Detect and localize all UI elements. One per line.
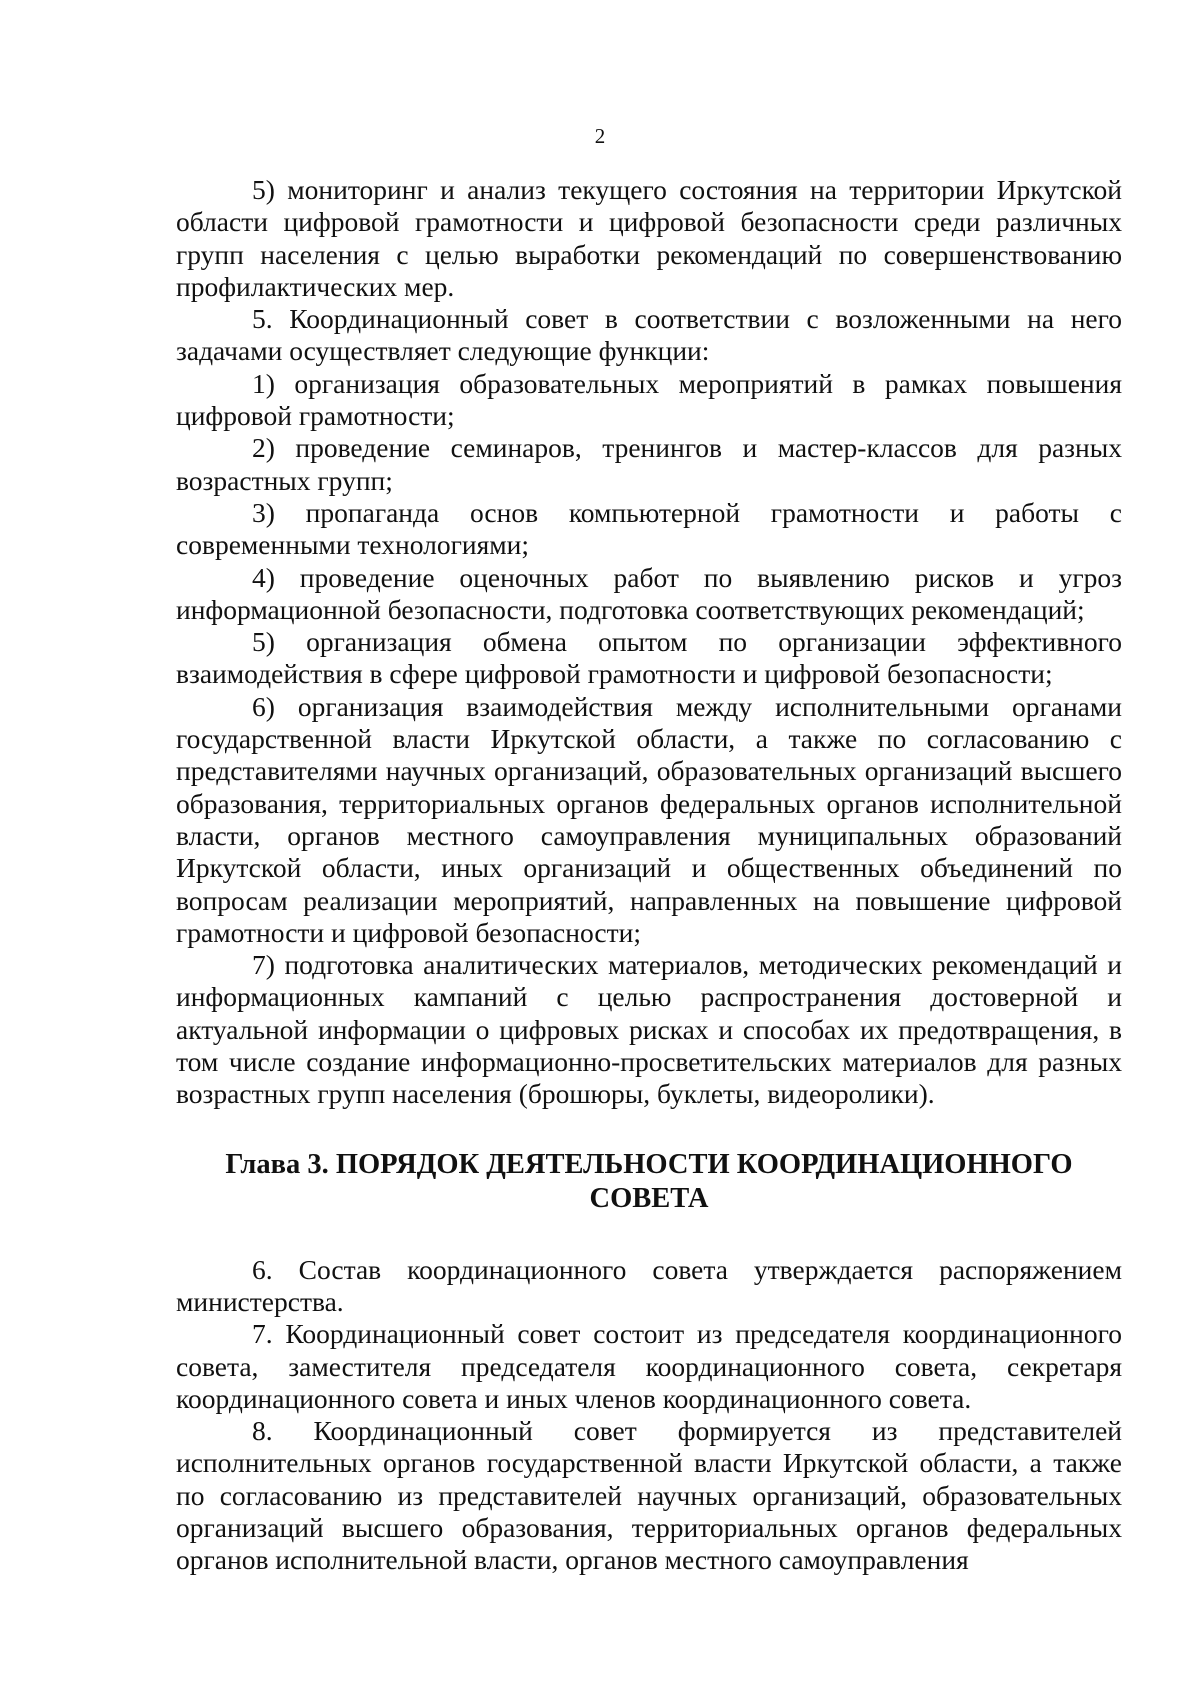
paragraph-6: 6. Состав координационного совета утверждается распоряжением министерства. bbox=[176, 1253, 1122, 1317]
paragraph-function-4: 4) проведение оценочных работ по выявлению рисков и угроз информационной безопасности, подготовка соответствующих рекомендаций; bbox=[176, 561, 1122, 625]
chapter-heading: Глава 3. ПОРЯДОК ДЕЯТЕЛЬНОСТИ КООРДИНАЦИОННОГО СОВЕТА bbox=[225, 1148, 1073, 1214]
paragraph-function-6: 6) организация взаимодействия между исполнительными органами государственной власти Иркутской области, а также по согласованию с представителями научных организаций, образовательных организаций высшего образования, территориальных органов федеральных органов исполнительной власти, органов местного самоуправления муниципальных образований Иркутской области, иных организаций и общественных объединений по вопросам реализации мероприятий, направленных на повышение цифровой грамотности и цифровой безопасности; bbox=[176, 690, 1122, 948]
paragraph-function-3: 3) пропаганда основ компьютерной грамотности и работы с современными технологиями; bbox=[176, 496, 1122, 561]
paragraph-functions-intro: 5. Координационный совет в соответствии с возложенными на него задачами осуществляет следующие функции: bbox=[176, 303, 1122, 367]
document-body bbox=[176, 174, 1122, 1577]
paragraph-function-2: 2) проведение семинаров, тренингов и мастер-классов для разных возрастных групп; bbox=[176, 432, 1122, 496]
paragraph-function-5: 5) организация обмена опытом по организации эффективного взаимодействия в сфере цифровой грамотности и цифровой безопасности; bbox=[176, 626, 1122, 690]
page-number: 2 bbox=[594, 124, 606, 148]
paragraph-7: 7. Координационный совет состоит из председателя координационного совета, заместителя председателя координационного совета, секретаря координационного совета и иных членов координационного совета. bbox=[176, 1318, 1122, 1414]
paragraph-function-1: 1) организация образовательных мероприятий в рамках повышения цифровой грамотности; bbox=[176, 367, 1122, 432]
paragraph-monitoring: 5) мониторинг и анализ текущего состояния на территории Иркутской области цифровой грамотности и цифровой безопасности среди различных групп населения с целью выработки рекомендаций по совершенствованию профилактических мер. bbox=[176, 174, 1122, 302]
paragraph-function-7: 7) подготовка аналитических материалов, методических рекомендаций и информационных кампаний с целью распространения достоверной и актуальной информации о цифровых рисках и способах их предотвращения, в том числе создание информационно-просветительских материалов для разных возрастных групп населения (брошюры, буклеты, видеоролики). bbox=[176, 949, 1122, 1110]
paragraph-8: 8. Координационный совет формируется из представителей исполнительных органов государственной власти Иркутской области, а также по согласованию из представителей научных организаций, образовательных организаций высшего образования, территориальных органов федеральных органов исполнительной власти, органов местного самоуправления bbox=[176, 1415, 1122, 1576]
